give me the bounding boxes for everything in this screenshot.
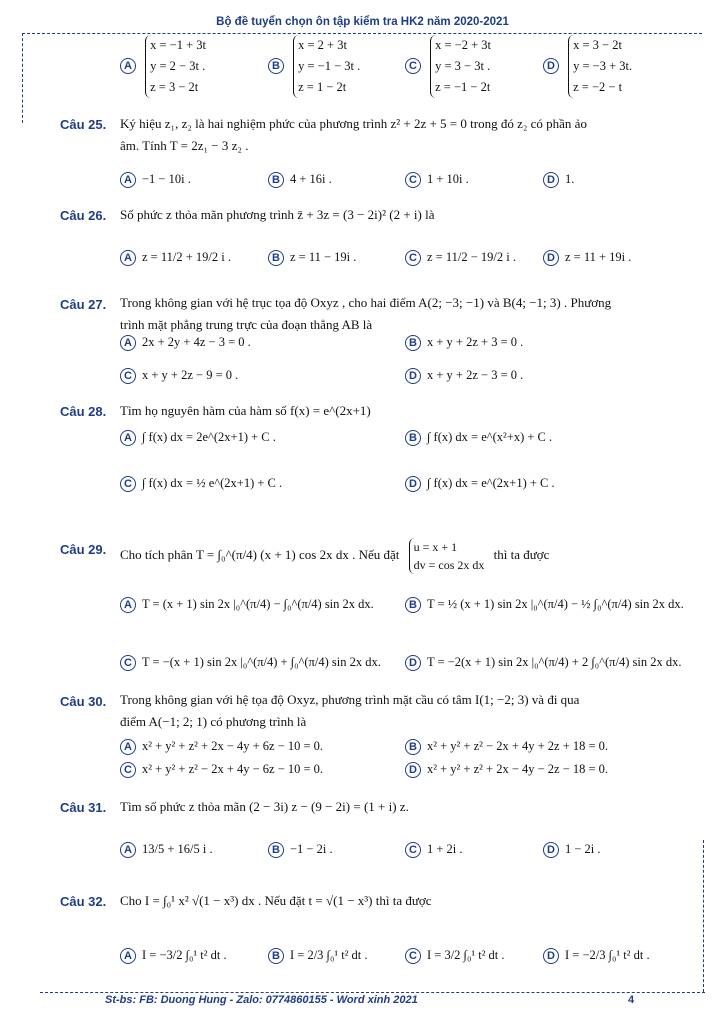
- q31-option-a[interactable]: A 13/5 + 16/5 i .: [120, 842, 213, 858]
- question-label: Câu 28.: [60, 404, 107, 419]
- question-text: Số phức z thỏa mãn phương trình z̄ + 3z = (3 − 2i)² (2 + i) là: [120, 207, 435, 222]
- question-text: Tìm số phức z thỏa mãn (2 − 3i) z − (9 − 2i) = (1 + i) z.: [120, 799, 409, 814]
- q32-option-a[interactable]: A I = −3/2 ∫₀¹ t² dt .: [120, 948, 227, 964]
- question-label: Câu 29.: [60, 542, 107, 557]
- q28-option-b[interactable]: B ∫ f(x) dx = e^(x²+x) + C .: [405, 430, 552, 446]
- q31-option-c[interactable]: C 1 + 2i .: [405, 842, 463, 858]
- q29-option-a[interactable]: A T = (x + 1) sin 2x |₀^(π/4) − ∫₀^(π/4) sin 2x dx.: [120, 597, 374, 613]
- question-text: Trong không gian với hệ trục tọa độ Oxyz , cho hai điểm A(2; −3; −1) và B(4; −1; 3) . Phương trình mặt phẳng trung trực của đoạn thẳng AB là: [120, 295, 612, 332]
- question-text: Trong không gian với hệ tọa độ Oxyz, phương trình mặt cầu có tâm I(1; −2; 3) và đi qua điểm A(−1; 2; 1) có phương trình là: [120, 692, 580, 729]
- question-text: Cho I = ∫₀¹ x² √(1 − x³) dx . Nếu đặt t = √(1 − x³) thì ta được: [120, 893, 432, 908]
- q31-option-b[interactable]: B −1 − 2i .: [268, 842, 333, 858]
- q26-option-d[interactable]: D z = 11 + 19i .: [543, 250, 631, 266]
- top-border: [22, 33, 702, 34]
- q27-option-d[interactable]: D x + y + 2z − 3 = 0 .: [405, 368, 523, 384]
- q30-option-c[interactable]: C x² + y² + z² − 2x + 4y − 6z − 10 = 0.: [120, 762, 323, 778]
- q26-option-b[interactable]: B z = 11 − 19i .: [268, 250, 356, 266]
- q28-option-a[interactable]: A ∫ f(x) dx = 2e^(2x+1) + C .: [120, 430, 276, 446]
- q24-option-a[interactable]: A x = −1 + 3t y = 2 − 3t . z = 3 − 2t: [120, 35, 206, 98]
- page-number: 4: [628, 994, 635, 1006]
- q26-option-a[interactable]: A z = 11/2 + 19/2 i .: [120, 250, 231, 266]
- q32-option-b[interactable]: B I = 2/3 ∫₀¹ t² dt .: [268, 948, 368, 964]
- q31-option-d[interactable]: D 1 − 2i .: [543, 842, 601, 858]
- q25-option-a[interactable]: A −1 − 10i .: [120, 172, 191, 188]
- option-letter: B: [268, 58, 284, 74]
- question-label: Câu 30.: [60, 694, 107, 709]
- q27-option-b[interactable]: B x + y + 2z + 3 = 0 .: [405, 335, 523, 351]
- substitution-system: u = x + 1 dv = cos 2x dx: [409, 538, 485, 574]
- q29-option-d[interactable]: D T = −2(x + 1) sin 2x |₀^(π/4) + 2 ∫₀^(π/4) sin 2x dx.: [405, 655, 681, 671]
- q25-option-c[interactable]: C 1 + 10i .: [405, 172, 469, 188]
- q30-option-d[interactable]: D x² + y² + z² + 2x − 4y − 2z − 18 = 0.: [405, 762, 608, 778]
- left-border: [22, 33, 23, 123]
- q29-option-c[interactable]: C T = −(x + 1) sin 2x |₀^(π/4) + ∫₀^(π/4) sin 2x dx.: [120, 655, 381, 671]
- q26-option-c[interactable]: C z = 11/2 − 19/2 i .: [405, 250, 516, 266]
- q28-option-d[interactable]: D ∫ f(x) dx = e^(2x+1) + C .: [405, 476, 555, 492]
- q24-option-b[interactable]: B x = 2 + 3t y = −1 − 3t . z = 1 − 2t: [268, 35, 360, 98]
- q32-option-d[interactable]: D I = −2/3 ∫₀¹ t² dt .: [543, 948, 650, 964]
- question-text: Tìm họ nguyên hàm của hàm số f(x) = e^(2x+1): [120, 403, 371, 418]
- question-label: Câu 32.: [60, 894, 107, 909]
- question-text: Ký hiệu z₁, z₂ là hai nghiệm phức của phương trình z² + 2z + 5 = 0 trong đó z₂ có phần ảo âm. Tính T = 2z₁ − 3 z₂ .: [120, 116, 587, 153]
- q29-option-b[interactable]: B T = ½ (x + 1) sin 2x |₀^(π/4) − ½ ∫₀^(π/4) sin 2x dx.: [405, 597, 684, 613]
- q32-option-c[interactable]: C I = 3/2 ∫₀¹ t² dt .: [405, 948, 505, 964]
- question-text: Cho tích phân T = ∫₀^(π/4) (x + 1) cos 2x dx . Nếu đặt u = x + 1 dv = cos 2x dx thì ta được: [120, 540, 550, 572]
- q28-option-c[interactable]: C ∫ f(x) dx = ½ e^(2x+1) + C .: [120, 476, 282, 492]
- q24-option-d[interactable]: D x = 3 − 2t y = −3 + 3t. z = −2 − t: [543, 35, 632, 98]
- q25-option-d[interactable]: D 1.: [543, 172, 574, 188]
- bottom-border: [40, 992, 705, 993]
- question-label: Câu 31.: [60, 800, 107, 815]
- q27-option-a[interactable]: A 2x + 2y + 4z − 3 = 0 .: [120, 335, 251, 351]
- q24-option-c[interactable]: C x = −2 + 3t y = 3 − 3t . z = −1 − 2t: [405, 35, 491, 98]
- right-border: [703, 840, 704, 992]
- question-label: Câu 27.: [60, 297, 107, 312]
- option-letter: D: [543, 58, 559, 74]
- page-footer: St-bs: FB: Duong Hung - Zalo: 0774860155 - Word xinh 2021: [105, 994, 418, 1006]
- question-label: Câu 25.: [60, 117, 107, 132]
- q25-option-b[interactable]: B 4 + 16i .: [268, 172, 332, 188]
- option-letter: A: [120, 58, 136, 74]
- q27-option-c[interactable]: C x + y + 2z − 9 = 0 .: [120, 368, 238, 384]
- page-header: Bộ đề tuyển chọn ôn tập kiểm tra HK2 năm 2020-2021: [216, 16, 509, 28]
- question-label: Câu 26.: [60, 208, 107, 223]
- q30-option-a[interactable]: A x² + y² + z² + 2x − 4y + 6z − 10 = 0.: [120, 739, 323, 755]
- q30-option-b[interactable]: B x² + y² + z² − 2x + 4y + 2z + 18 = 0.: [405, 739, 608, 755]
- option-letter: C: [405, 58, 421, 74]
